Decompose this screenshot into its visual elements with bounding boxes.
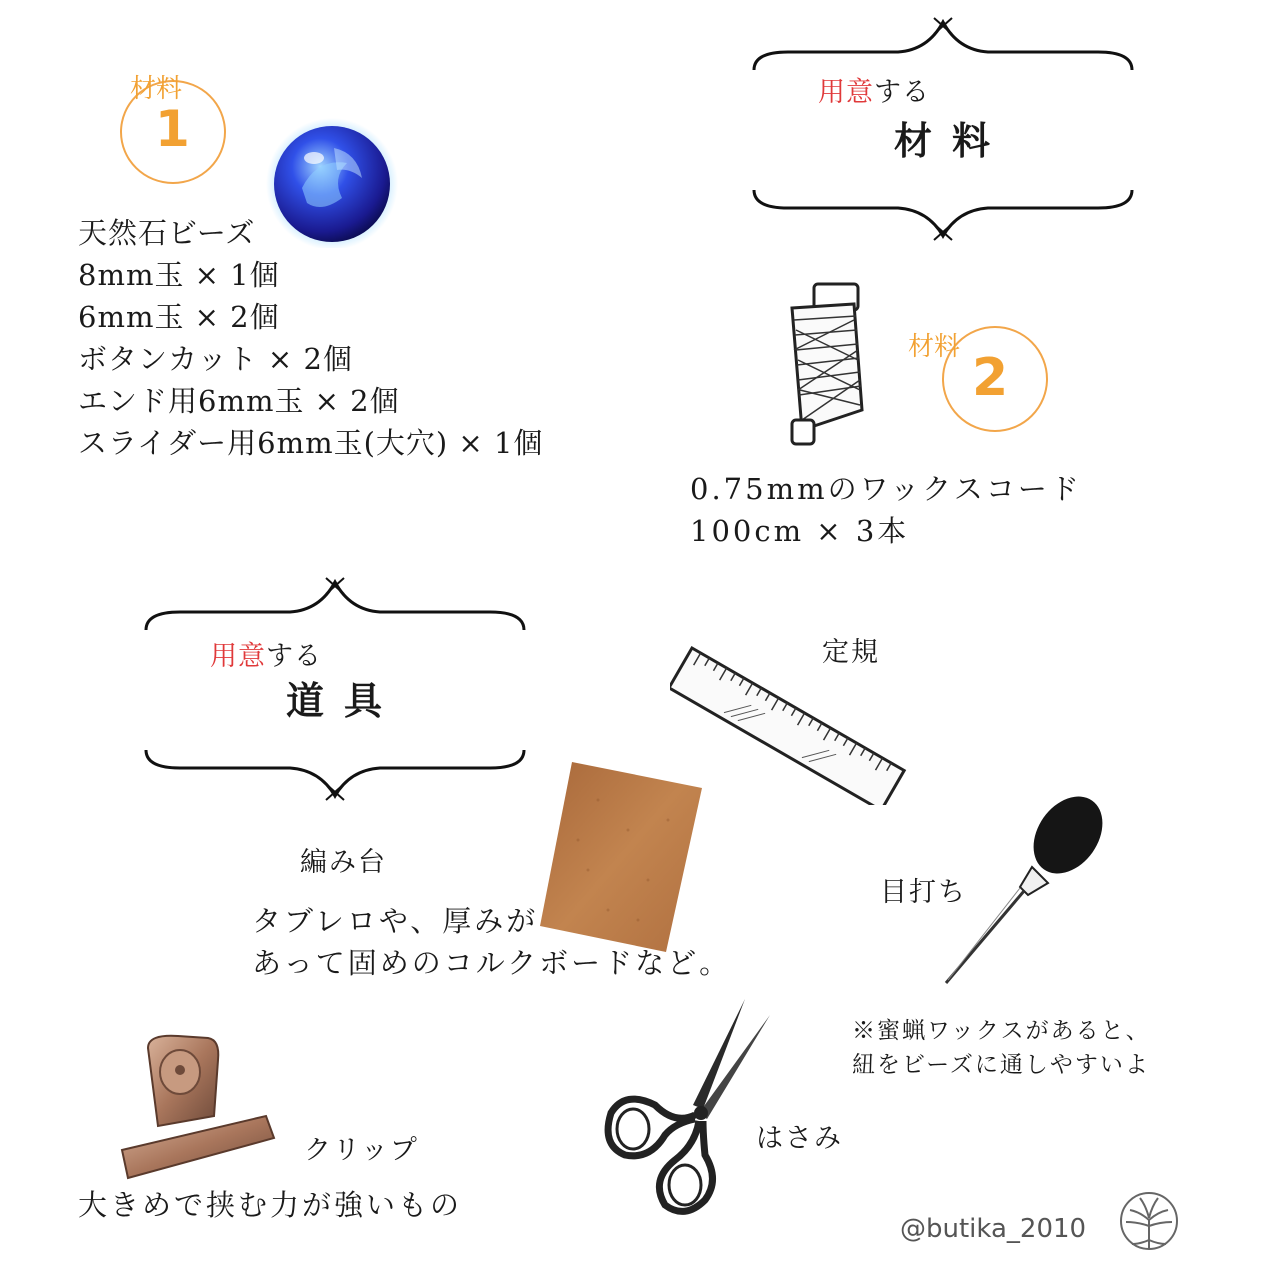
clip-description: 大きめで挟む力が強いもの [78, 1188, 463, 1222]
material1-badge-number: 1 [155, 100, 190, 158]
scissors-label: はさみ [756, 1123, 843, 1154]
board-desc-line: タブレロや、厚みが [252, 904, 539, 938]
material1-list [78, 212, 543, 464]
material2-list [690, 468, 1082, 552]
list-item: ボタンカット × 2個 [78, 342, 353, 376]
wax-note [852, 1014, 1151, 1082]
list-item: エンド用6mm玉 × 2個 [78, 384, 400, 418]
board-label: 編み台 [300, 847, 387, 878]
board-desc-line: あって固めのコルクボードなど。 [252, 946, 732, 980]
wax-note-line: 紐をビーズに通しやすいよ [852, 1052, 1150, 1078]
tools-header-subtitle [210, 634, 322, 673]
tools-header-title: 道具 [286, 678, 403, 723]
clip-label: クリップ [304, 1135, 419, 1166]
awl-icon [940, 795, 1110, 990]
list-item: スライダー用6mm玉(大穴) × 1個 [78, 426, 544, 460]
material2-badge-number: 2 [972, 348, 1009, 408]
binder-clip-icon [118, 1030, 278, 1180]
material2-badge-word: 材料 [908, 332, 961, 362]
scissors-icon [595, 995, 780, 1220]
tools-header-highlight: 用意 [210, 641, 266, 672]
list-item: 6mm玉 × 2個 [78, 300, 280, 334]
materials-header-highlight: 用意 [818, 77, 874, 108]
list-item: 8mm玉 × 1個 [78, 258, 280, 292]
tree-of-life-logo [1118, 1190, 1180, 1252]
awl-label: 目打ち [880, 877, 967, 908]
credit-handle: @butika_2010 [900, 1214, 1087, 1244]
tools-header-suffix: する [266, 641, 322, 672]
list-item: 天然石ビーズ [78, 216, 256, 250]
ruler-label: 定規 [822, 637, 880, 668]
list-item: 0.75mmのワックスコード [690, 472, 1082, 506]
materials-header-title: 材料 [894, 118, 1011, 163]
materials-header-suffix: する [874, 77, 930, 108]
wax-note-line: ※蜜蝋ワックスがあると、 [852, 1018, 1151, 1044]
materials-header-subtitle [818, 70, 930, 109]
material1-badge-word: 材料 [130, 74, 183, 104]
board-description [252, 900, 731, 984]
thread-spool-icon [762, 280, 872, 450]
list-item: 100cm × 3本 [690, 514, 910, 548]
